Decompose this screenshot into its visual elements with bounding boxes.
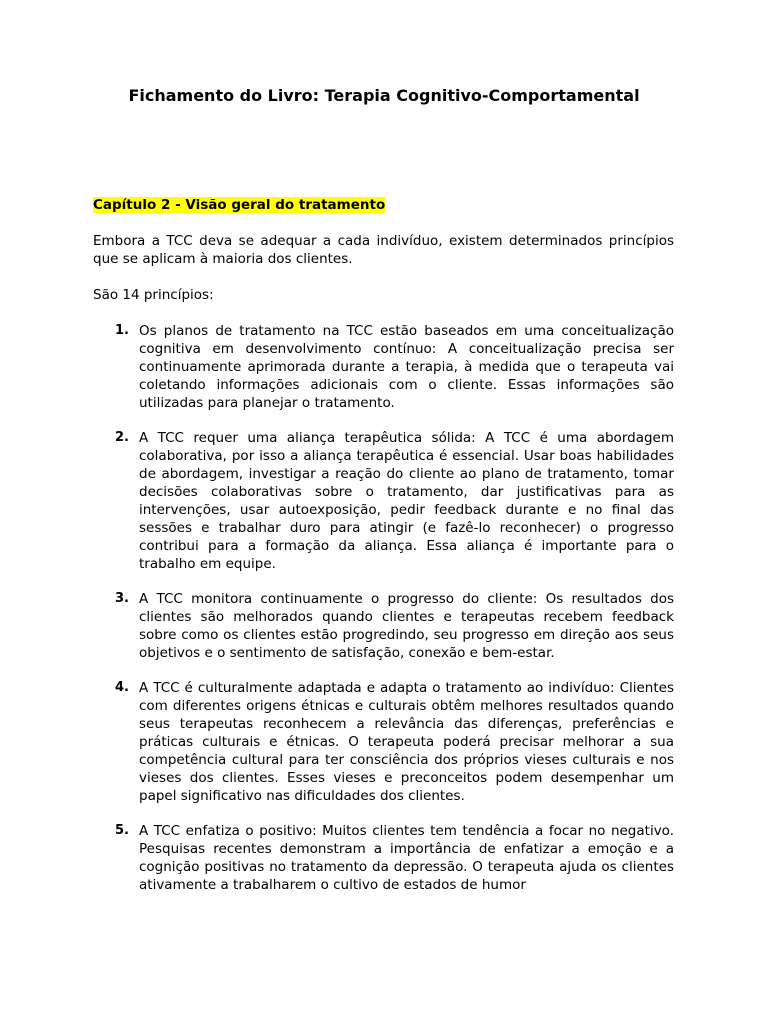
intro-paragraph: Embora a TCC deva se adequar a cada indivíduo, existem determinados princípios que se aplicam à maioria dos clientes. <box>93 233 674 267</box>
principle-item-3 <box>115 590 674 662</box>
principle-number: 3. <box>115 591 129 606</box>
principle-item-2 <box>115 429 674 573</box>
principles-count-line: São 14 princípios: <box>93 287 214 303</box>
principle-item-5 <box>115 822 674 894</box>
principle-text: Os planos de tratamento na TCC estão baseados em uma conceitualização cognitiva em desenvolvimento contínuo: A conceitualização precisa ser continuamente aprimorada durante a terapia, à medida que o terapeuta vai coletando informações adicionais com o cliente. Essas informações são utilizadas para planejar o tratamento. <box>139 323 674 411</box>
principle-item-4 <box>115 679 674 805</box>
document-title: Fichamento do Livro: Terapia Cognitivo-Comportamental <box>128 86 640 105</box>
chapter-heading-highlight: Capítulo 2 - Visão geral do tratamento <box>93 197 386 213</box>
principles-list <box>115 322 674 911</box>
principle-item-1 <box>115 322 674 412</box>
principle-number: 2. <box>115 430 129 445</box>
principle-text: A TCC monitora continuamente o progresso do cliente: Os resultados dos clientes são melhorados quando clientes e terapeutas recebem feedback sobre como os clientes estão progredindo, seu progresso em direção aos seus objetivos e o sentimento de satisfação, conexão e bem-estar. <box>139 591 674 661</box>
principle-number: 5. <box>115 823 129 838</box>
principle-text: A TCC é culturalmente adaptada e adapta o tratamento ao indivíduo: Clientes com diferentes origens étnicas e culturais obtêm melhores resultados quando seus terapeutas reconhecem a relevância das diferenças, preferências e práticas culturais e étnicas. O terapeuta poderá precisar melhorar a sua competência cultural para ter consciência dos próprios vieses culturais e nos vieses dos clientes. Esses vieses e preconceitos podem desempenhar um papel significativo nas dificuldades dos clientes. <box>139 680 674 804</box>
principle-number: 1. <box>115 323 129 338</box>
principle-number: 4. <box>115 680 129 695</box>
principle-text: A TCC enfatiza o positivo: Muitos clientes tem tendência a focar no negativo. Pesquisas recentes demonstram a importância de enfatizar a emoção e a cognição positivas no tratamento da depressão. O terapeuta ajuda os clientes ativamente a trabalharem o cultivo de estados de humor <box>139 823 674 893</box>
chapter-heading <box>93 196 385 214</box>
principle-text: A TCC requer uma aliança terapêutica sólida: A TCC é uma abordagem colaborativa, por isso a aliança terapêutica é essencial. Usar boas habilidades de abordagem, investigar a reação do cliente ao plano de tratamento, tomar decisões colaborativas sobre o tratamento, dar justificativas para as intervenções, usar autoexposição, pedir feedback durante e no final das sessões e trabalhar duro para atingir (e fazê-lo reconhecer) o progresso contribui para a formação da aliança. Essa aliança é importante para o trabalho em equipe. <box>139 430 674 572</box>
